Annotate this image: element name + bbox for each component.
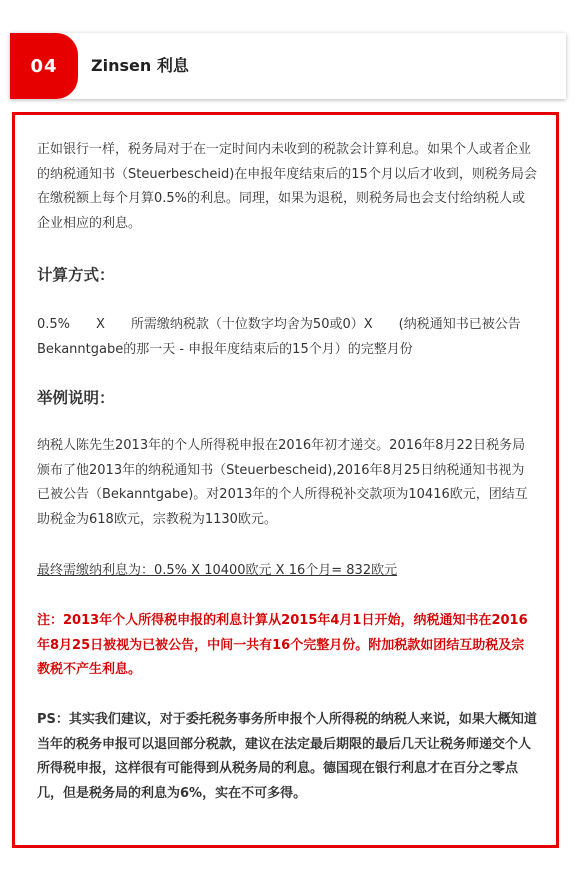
content-box (12, 112, 559, 848)
note-paragraph: 注：2013年个人所得税申报的利息计算从2015年4月1日开始，纳税通知书在2016年8月25日被视为已被公告，中间一共有16个完整月份。附加税款如团结互助税及宗教税不产生利息。 (37, 613, 528, 678)
result-line: 最终需缴纳利息为：0.5% X 10400欧元 X 16个月= 832欧元 (37, 563, 398, 578)
example-paragraph: 纳税人陈先生2013年的个人所得税申报在2016年初才递交。2016年8月22日税务局颁布了他2013年的纳税通知书（Steuerbescheid),2016年8月25日纳税通知书视为已被公告（Bekanntgabe)。对2013年的个人所得税补交款项为10416欧元，团结互助税金为618欧元，宗教税为1130欧元。 (37, 438, 528, 527)
intro-paragraph: 正如银行一样，税务局对于在一定时间内未收到的税款会计算利息。如果个人或者企业的纳税通知书（Steuerbescheid)在申报年度结束后的15个月以后才收到，则税务局会在缴税额上每个月算0.5%的利息。同理，如果为退税，则税务局也会支付给纳税人或企业相应的利息。 (37, 142, 537, 231)
formula-paragraph: 0.5% X 所需缴纳税款（十位数字均舍为50或0）X (纳税通知书已被公告Bekanntgabe的那一天 - 申报年度结束后的15个月）的完整月份 (37, 317, 521, 357)
example-heading: 举例说明： (37, 389, 115, 407)
section-header (10, 33, 566, 99)
section-number-badge: 04 (10, 33, 78, 99)
ps-paragraph: PS：其实我们建议，对于委托税务事务所申报个人所得税的纳税人来说，如果大概知道当年的税务申报可以退回部分税款，建议在法定最后期限的最后几天让税务师递交个人所得税申报，这样很有可能得到从税务局的利息。德国现在银行利息才在百分之零点几，但是税务局的利息为6%，实在不可多得。 (37, 712, 537, 801)
section-title: Zinsen 利息 (91, 56, 189, 75)
calculation-heading: 计算方式： (37, 266, 115, 284)
